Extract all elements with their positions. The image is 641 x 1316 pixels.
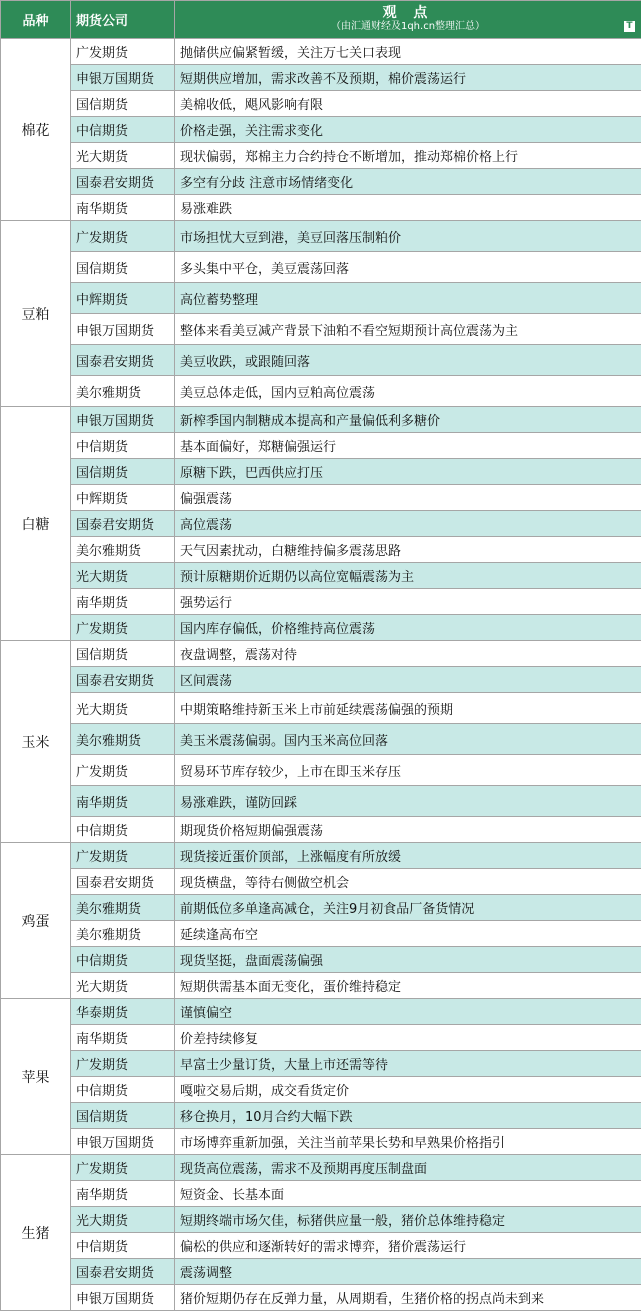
view-cell: 延续逢高布空 — [175, 921, 641, 947]
company-cell: 申银万国期货 — [71, 407, 175, 433]
table-row — [1, 65, 641, 91]
view-cell: 强势运行 — [175, 589, 641, 615]
company-cell: 中信期货 — [71, 117, 175, 143]
table-row — [1, 1181, 641, 1207]
company-cell: 申银万国期货 — [71, 1285, 175, 1311]
company-cell: 广发期货 — [71, 615, 175, 641]
company-cell: 国泰君安期货 — [71, 511, 175, 537]
view-cell: 天气因素扰动，白糖维持偏多震荡思路 — [175, 537, 641, 563]
table-row — [1, 1155, 641, 1181]
company-cell: 申银万国期货 — [71, 65, 175, 91]
table-row — [1, 537, 641, 563]
table-row — [1, 376, 641, 407]
table-row — [1, 973, 641, 999]
view-cell: 价差持续修复 — [175, 1025, 641, 1051]
view-cell: 短期供需基本面无变化，蛋价维持稳定 — [175, 973, 641, 999]
company-cell: 国泰君安期货 — [71, 345, 175, 376]
company-cell: 美尔雅期货 — [71, 376, 175, 407]
table-row — [1, 843, 641, 869]
table-row — [1, 589, 641, 615]
company-cell: 广发期货 — [71, 755, 175, 786]
table-row — [1, 1285, 641, 1311]
table-row — [1, 39, 641, 65]
table-row — [1, 314, 641, 345]
company-cell: 光大期货 — [71, 693, 175, 724]
view-cell: 偏强震荡 — [175, 485, 641, 511]
view-cell: 短资金、长基本面 — [175, 1181, 641, 1207]
view-cell: 嘎啦交易后期，成交看货定价 — [175, 1077, 641, 1103]
table-row — [1, 485, 641, 511]
table-row — [1, 563, 641, 589]
view-cell: 移仓换月，10月合约大幅下跌 — [175, 1103, 641, 1129]
table-row — [1, 869, 641, 895]
table-row — [1, 221, 641, 252]
company-cell: 广发期货 — [71, 1051, 175, 1077]
company-cell: 光大期货 — [71, 143, 175, 169]
company-cell: 中信期货 — [71, 817, 175, 843]
company-cell: 中辉期货 — [71, 283, 175, 314]
header-row — [1, 1, 641, 39]
view-cell: 猪价短期仍存在反弹力量，从周期看，生猪价格的拐点尚未到来 — [175, 1285, 641, 1311]
company-cell: 美尔雅期货 — [71, 895, 175, 921]
table-row — [1, 1259, 641, 1285]
company-cell: 南华期货 — [71, 1025, 175, 1051]
view-cell: 偏松的供应和逐渐转好的需求博弈，猪价震荡运行 — [175, 1233, 641, 1259]
table-row — [1, 947, 641, 973]
view-cell: 短期终端市场欠佳，标猪供应量一般，猪价总体维持稳定 — [175, 1207, 641, 1233]
company-cell: 中辉期货 — [71, 485, 175, 511]
view-cell: 期现货价格短期偏强震荡 — [175, 817, 641, 843]
company-cell: 美尔雅期货 — [71, 724, 175, 755]
company-cell: 国信期货 — [71, 459, 175, 485]
view-cell: 高位震荡 — [175, 511, 641, 537]
table-row — [1, 252, 641, 283]
view-cell: 多头集中平仓，美豆震荡回落 — [175, 252, 641, 283]
view-cell: 震荡调整 — [175, 1259, 641, 1285]
view-cell: 预计原糖期价近期仍以高位宽幅震荡为主 — [175, 563, 641, 589]
view-cell: 美棉收低，飓风影响有限 — [175, 91, 641, 117]
table-row — [1, 195, 641, 221]
category-cell: 鸡蛋 — [1, 843, 71, 999]
company-cell: 美尔雅期货 — [71, 921, 175, 947]
view-cell: 多空有分歧 注意市场情绪变化 — [175, 169, 641, 195]
company-cell: 申银万国期货 — [71, 1129, 175, 1155]
table-row — [1, 283, 641, 314]
company-cell: 美尔雅期货 — [71, 537, 175, 563]
view-cell: 整体来看美豆减产背景下油粕不看空短期预计高位震荡为主 — [175, 314, 641, 345]
table-row — [1, 1233, 641, 1259]
category-cell: 玉米 — [1, 641, 71, 843]
view-cell: 新榨季国内制糖成本提高和产量偏低利多糖价 — [175, 407, 641, 433]
view-cell: 美豆总体走低，国内豆粕高位震荡 — [175, 376, 641, 407]
table-row — [1, 169, 641, 195]
view-cell: 高位蓄势整理 — [175, 283, 641, 314]
company-cell: 国信期货 — [71, 1103, 175, 1129]
company-cell: 中信期货 — [71, 1077, 175, 1103]
company-cell: 国信期货 — [71, 252, 175, 283]
company-cell: 广发期货 — [71, 1155, 175, 1181]
company-cell: 中信期货 — [71, 1233, 175, 1259]
company-cell: 国泰君安期货 — [71, 869, 175, 895]
table-row — [1, 91, 641, 117]
company-cell: 广发期货 — [71, 843, 175, 869]
view-cell: 中期策略维持新玉米上市前延续震荡偏强的预期 — [175, 693, 641, 724]
view-cell: 国内库存偏低，价格维持高位震荡 — [175, 615, 641, 641]
table-row — [1, 693, 641, 724]
table-row — [1, 459, 641, 485]
category-cell: 生猪 — [1, 1155, 71, 1311]
view-cell: 现货坚挺，盘面震荡偏强 — [175, 947, 641, 973]
table-row — [1, 1051, 641, 1077]
table-row — [1, 1207, 641, 1233]
table-row — [1, 1025, 641, 1051]
company-cell: 国泰君安期货 — [71, 169, 175, 195]
company-cell: 光大期货 — [71, 1207, 175, 1233]
table-row — [1, 1129, 641, 1155]
category-cell: 苹果 — [1, 999, 71, 1155]
table-row — [1, 724, 641, 755]
company-cell: 华泰期货 — [71, 999, 175, 1025]
company-cell: 国泰君安期货 — [71, 667, 175, 693]
header-view-title: 观 点 — [382, 5, 434, 21]
company-cell: 南华期货 — [71, 786, 175, 817]
company-cell: 南华期货 — [71, 195, 175, 221]
company-cell: 国泰君安期货 — [71, 1259, 175, 1285]
view-cell: 现货横盘，等待右侧做空机会 — [175, 869, 641, 895]
table-row — [1, 755, 641, 786]
table-row — [1, 667, 641, 693]
view-cell: 美豆收跌，或跟随回落 — [175, 345, 641, 376]
category-cell: 豆粕 — [1, 221, 71, 407]
company-cell: 光大期货 — [71, 973, 175, 999]
view-cell: 基本面偏好，郑糖偏强运行 — [175, 433, 641, 459]
view-cell: 区间震荡 — [175, 667, 641, 693]
table-row — [1, 117, 641, 143]
header-view — [175, 1, 641, 39]
company-cell: 国信期货 — [71, 91, 175, 117]
view-cell: 短期供应增加，需求改善不及预期，棉价震荡运行 — [175, 65, 641, 91]
company-cell: 中信期货 — [71, 433, 175, 459]
company-cell: 南华期货 — [71, 1181, 175, 1207]
view-cell: 美玉米震荡偏弱。国内玉米高位回落 — [175, 724, 641, 755]
view-cell: 贸易环节库存较少，上市在即玉米存压 — [175, 755, 641, 786]
table-row — [1, 999, 641, 1025]
view-cell: 夜盘调整，震荡对待 — [175, 641, 641, 667]
view-cell: 谨慎偏空 — [175, 999, 641, 1025]
company-cell: 申银万国期货 — [71, 314, 175, 345]
view-cell: 市场担忧大豆到港，美豆回落压制粕价 — [175, 221, 641, 252]
table-row — [1, 1103, 641, 1129]
header-view-source: （由汇通财经及1qh.cn整理汇总） — [330, 21, 486, 32]
view-cell: 易涨难跌，谨防回踩 — [175, 786, 641, 817]
header-category: 品种 — [1, 1, 71, 39]
view-cell: 抛储供应偏紧暂缓，关注万七关口表现 — [175, 39, 641, 65]
table-row — [1, 345, 641, 376]
table-row — [1, 921, 641, 947]
table-row — [1, 615, 641, 641]
category-cell: 白糖 — [1, 407, 71, 641]
table-row — [1, 143, 641, 169]
company-cell: 广发期货 — [71, 221, 175, 252]
table-row — [1, 433, 641, 459]
view-cell: 市场博弈重新加强，关注当前苹果长势和早熟果价格指引 — [175, 1129, 641, 1155]
header-company: 期货公司 — [71, 1, 175, 39]
table-body — [1, 39, 641, 1311]
table-row — [1, 511, 641, 537]
view-cell: 现货接近蛋价顶部，上涨幅度有所放缓 — [175, 843, 641, 869]
view-cell: 现货高位震荡，需求不及预期再度压制盘面 — [175, 1155, 641, 1181]
company-cell: 国信期货 — [71, 641, 175, 667]
view-cell: 价格走强，关注需求变化 — [175, 117, 641, 143]
table-row — [1, 641, 641, 667]
view-cell: 现状偏弱，郑棉主力合约持仓不断增加，推动郑棉价格上行 — [175, 143, 641, 169]
category-cell: 棉花 — [1, 39, 71, 221]
table-row — [1, 786, 641, 817]
table-row — [1, 817, 641, 843]
table-row — [1, 1077, 641, 1103]
table-row — [1, 407, 641, 433]
company-cell: 广发期货 — [71, 39, 175, 65]
view-cell: 前期低位多单逢高减仓，关注9月初食品厂备货情况 — [175, 895, 641, 921]
company-cell: 光大期货 — [71, 563, 175, 589]
table-badge-icon: T — [624, 21, 635, 32]
table-row — [1, 895, 641, 921]
company-cell: 南华期货 — [71, 589, 175, 615]
view-cell: 易涨难跌 — [175, 195, 641, 221]
company-cell: 中信期货 — [71, 947, 175, 973]
view-cell: 原糖下跌，巴西供应打压 — [175, 459, 641, 485]
view-cell: 早富士少量订货，大量上市还需等待 — [175, 1051, 641, 1077]
